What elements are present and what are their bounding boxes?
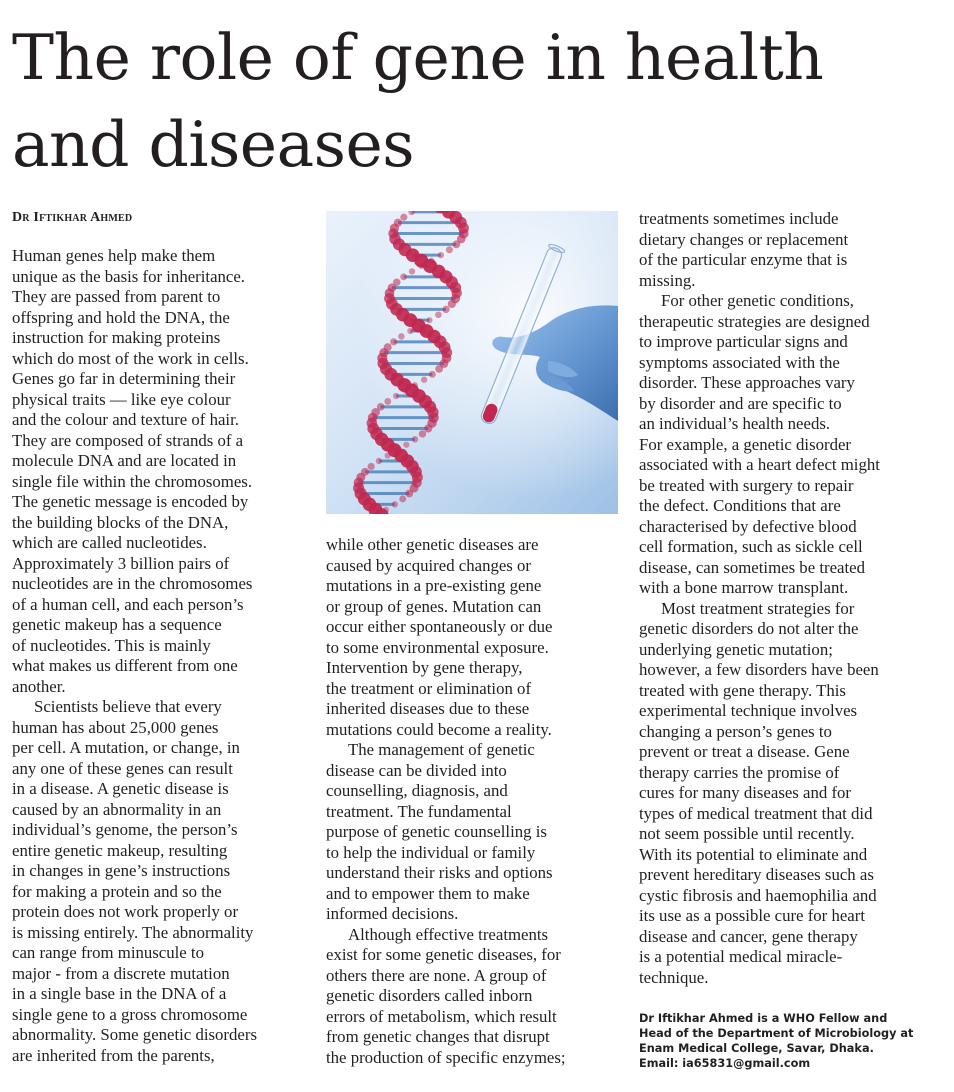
author-bio: Dr Iftikhar Ahmed is a WHO Fellow and Head of the Department of Microbiology at Enam Medical College, Savar, Dhaka. Email: ia65831@gmail.com	[639, 1012, 914, 1070]
paragraph: Although effective treatments exist for some genetic diseases, for others there are none. A group of genetic disorders called inborn errors of metabolism, which result from genetic changes that disrupt the production of specific enzymes;	[326, 924, 566, 1067]
helix-bead	[385, 452, 391, 458]
paragraph: Most treatment strategies for genetic disorders do not alter the underlying genetic mutation; however, a few disorders have been treated with gene therapy. This experimental technique involves changing a person’s genes to prevent or treat a disease. Gene therapy carries the promise of cures for many diseases and for types of medical treatment that did not seem possible until recently. With its potential to eliminate and prevent hereditary diseases such as cystic fibrosis and haemophilia and its use as a possible cure for heart disease and cancer, gene therapy is a potential medical miracle- technique.	[639, 598, 879, 987]
helix-bead	[424, 424, 432, 432]
paragraph: Human genes help make them unique as the basis for inheritance. They are passed from parent to offspring and hold the DNA, the instruction for making proteins which do most of the work in cells. Genes go far in determining their physical traits — like eye colour and the colour and texture of hair. They are composed of strands of a molecule DNA and are located in single file within the chromosomes. The genetic message is encoded by the building blocks of the DNA, which are called nucleotides. Approximately 3 billion pairs of nucleotides are in the chromosomes of a human cell, and each person’s genetic makeup has a sequence of nucleotides. This is mainly what makes us different from one another.	[12, 246, 253, 696]
byline: Dr Iftikhar Ahmed	[12, 210, 133, 225]
headline: The role of gene in health and diseases	[12, 21, 824, 181]
helix-bead	[446, 246, 453, 253]
helix-bead	[390, 338, 397, 345]
paragraph: while other genetic diseases are caused by acquired changes or mutations in a pre-existing gene or group of genes. Mutation can occur either spontaneously or due to some environmental exposure. Intervention by gene therapy, the treatment or elimination of inherited diseases due to these mutations could become a reality.	[326, 535, 553, 739]
helix-bead	[393, 393, 399, 399]
helix-bead	[392, 501, 398, 507]
article-column-2	[326, 535, 626, 1068]
helix-bead	[438, 252, 444, 258]
helix-bead	[400, 214, 407, 221]
paragraph: For other genetic conditions, therapeutic strategies are designed to improve particular signs and symptoms associated with the disorder. These approaches vary by disorder and are specific to an individual’s health needs. For example, a genetic disorder associated with a heart defect might be treated with surgery to repair the defect. Conditions that are characterised by defective blood cell formation, such as sickle cell disease, can sometimes be treated with a bone marrow transplant.	[639, 291, 880, 597]
helix-bead	[405, 490, 413, 498]
paragraph: The management of genetic disease can be divided into counselling, diagnosis, and treatment. The fundamental purpose of genetic counselling is to help the individual or family understand their risks and options and to empower them to make informed decisions.	[326, 740, 553, 923]
helix-bead	[452, 240, 460, 248]
helix-bead	[421, 377, 427, 383]
paragraph: treatments sometimes include dietary changes or replacement of the particular enzyme that is missing.	[639, 209, 849, 290]
helix-bead	[409, 268, 415, 274]
helix-bead	[407, 328, 413, 334]
helix-bead	[384, 398, 391, 405]
paragraph: Scientists believe that every human has about 25,000 genes per cell. A mutation, or change, in any one of these genes can result in a disease. A genetic disease is caused by an abnormality in an individual’s genome, the person’s entire genetic makeup, resulting in changes in gene’s instructions for making a protein and so the protein does not work properly or is missing entirely. The abnormality can range from minuscule to major - from a discrete mutation in a single base in the DNA of a single gene to a gross chromosome abnormality. Some genetic disorders are inherited from the parents,	[12, 697, 257, 1065]
article-column-3	[639, 209, 944, 988]
helix-bead	[429, 371, 436, 378]
author-note	[639, 1011, 944, 1071]
helix-bead	[435, 365, 443, 373]
dna-helix-test-tube-illustration	[326, 211, 618, 514]
article-column-1	[12, 246, 317, 1066]
helix-bead	[419, 430, 426, 437]
helix-bead	[426, 317, 432, 323]
helix-bead	[412, 436, 419, 443]
helix-bead	[435, 311, 442, 318]
helix-bead	[400, 273, 407, 280]
helix-bead	[368, 463, 375, 470]
helix-bead	[376, 458, 382, 464]
helix-bead	[448, 300, 456, 308]
dna-helix-icon	[326, 211, 618, 514]
helix-bead	[398, 333, 405, 340]
helix-bead	[442, 306, 449, 313]
helix-bead	[403, 442, 409, 448]
helix-bead	[399, 495, 406, 502]
